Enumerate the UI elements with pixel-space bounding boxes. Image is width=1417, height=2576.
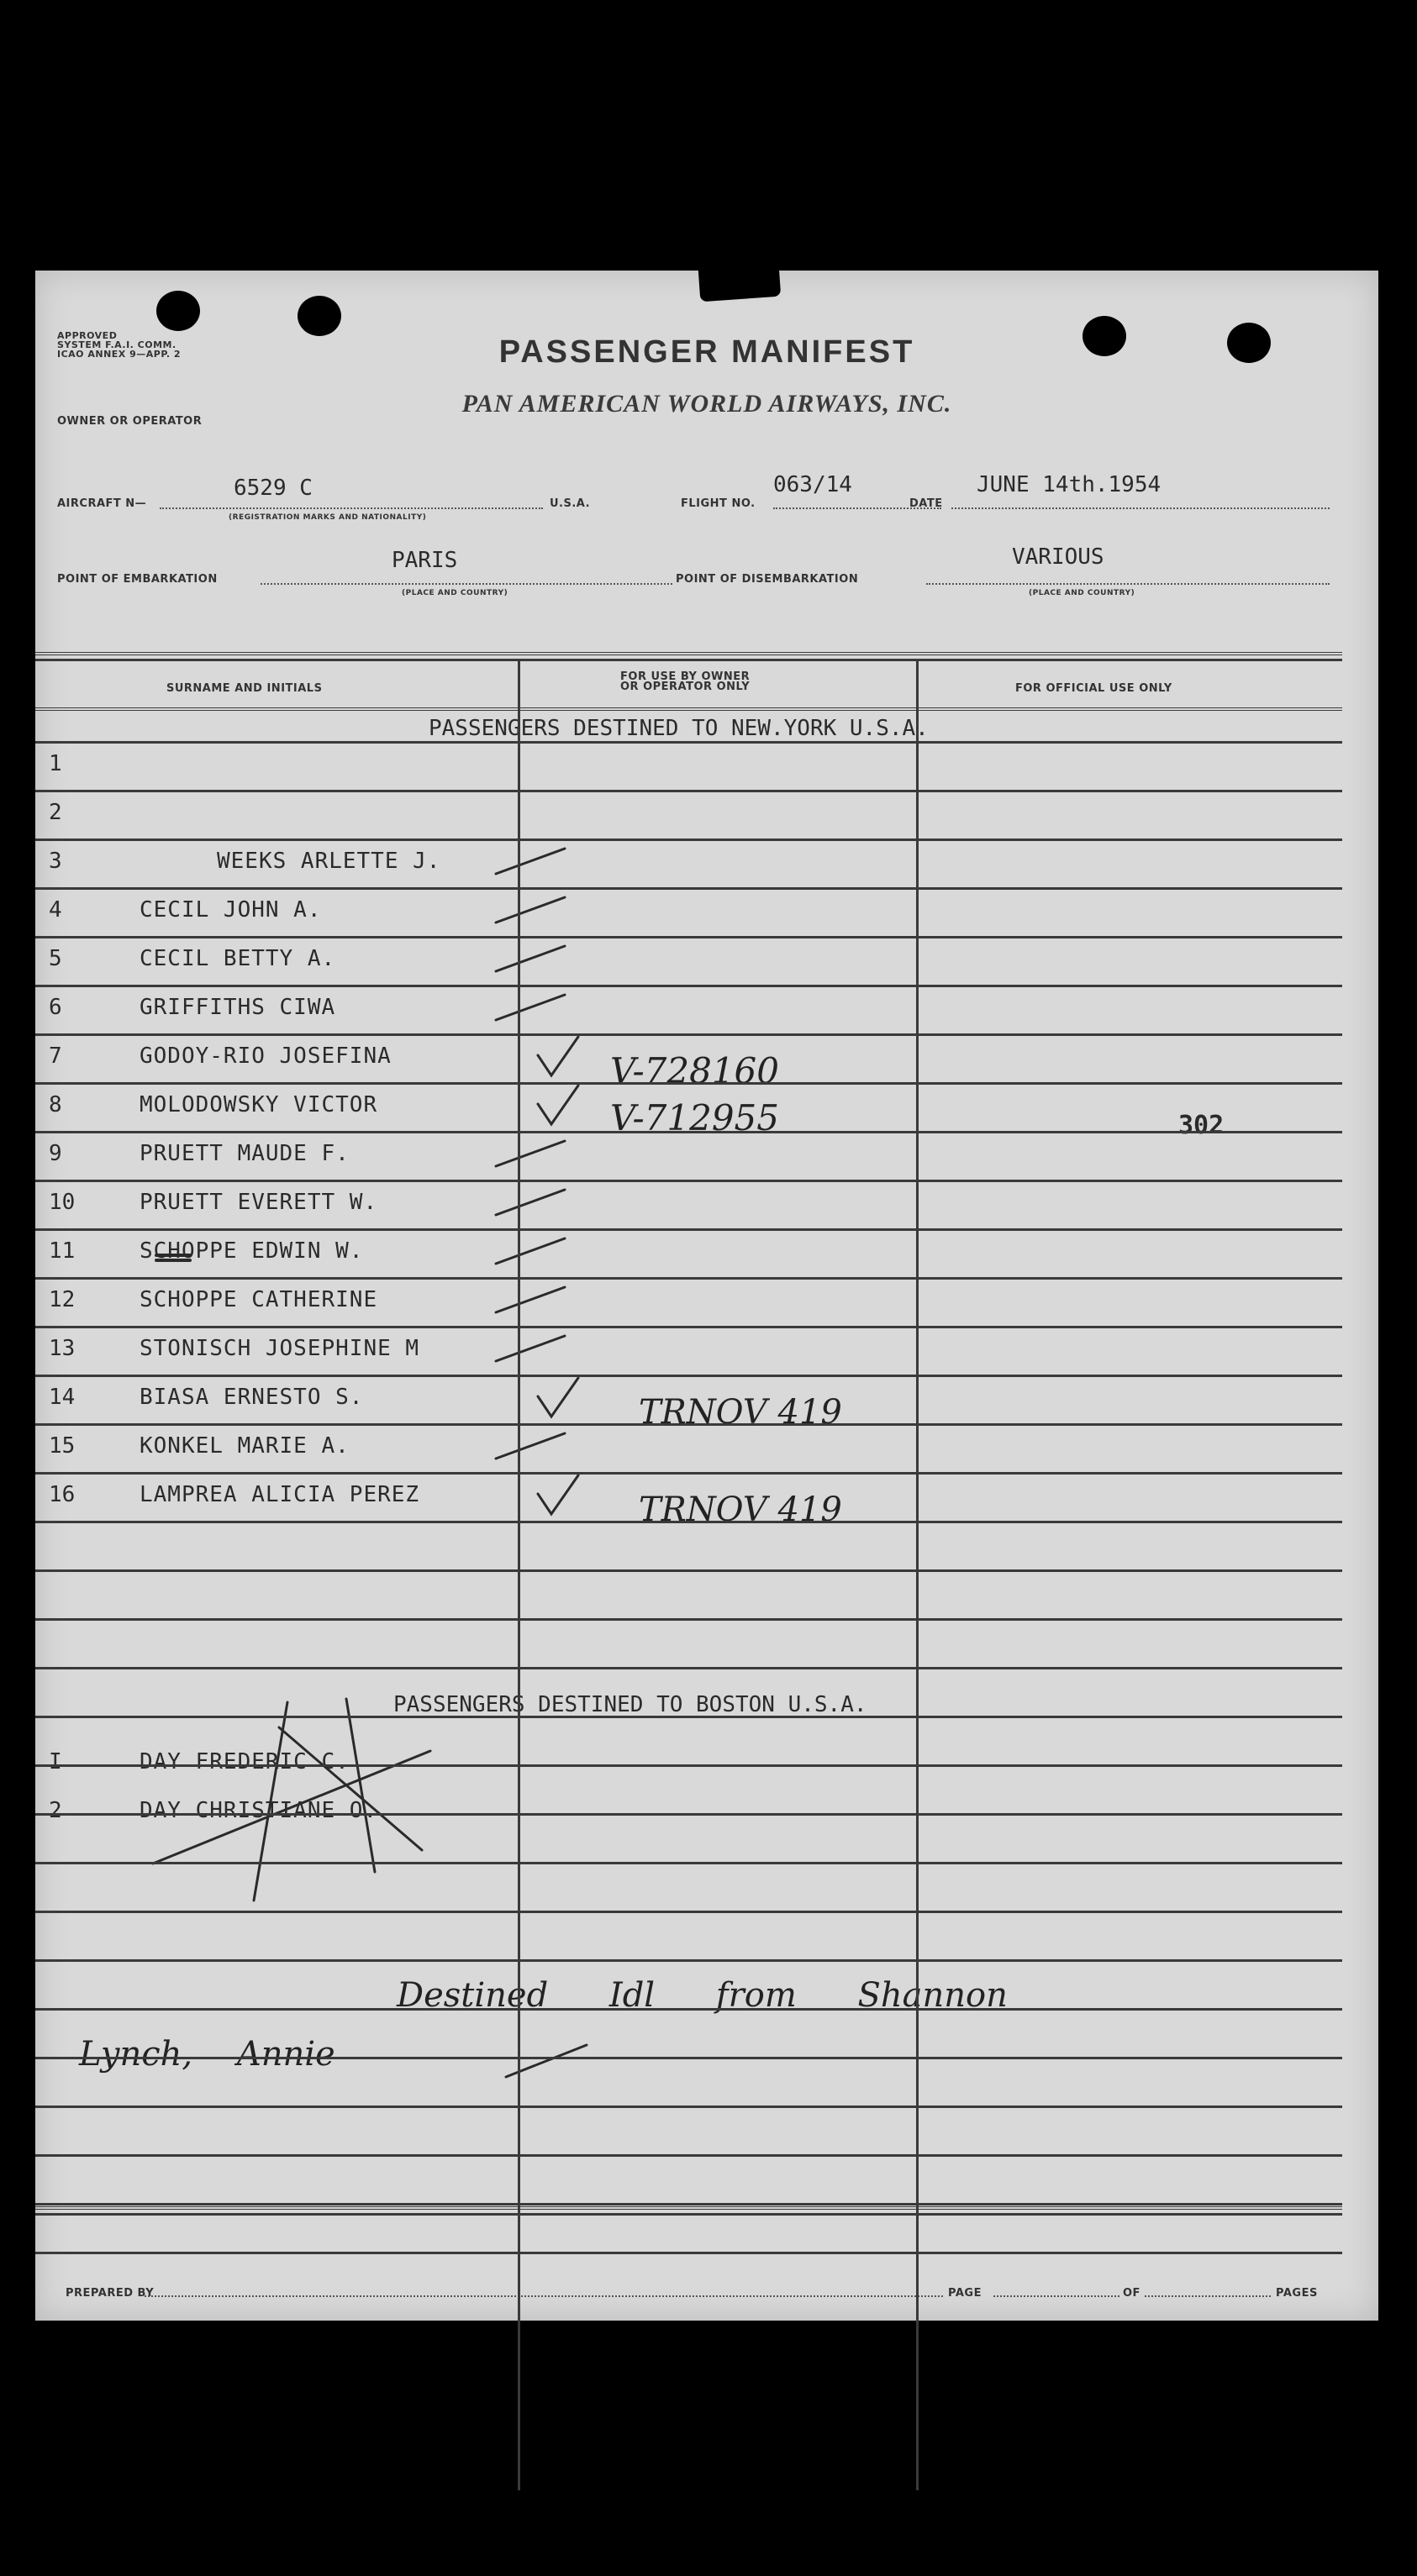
passenger-name: BIASA ERNESTO S. (140, 1385, 364, 1410)
table-rule (35, 2206, 1342, 2210)
tick-mark (496, 1287, 565, 1312)
flight-label: FLIGHT NO. (681, 497, 756, 510)
passenger-name: DAY CHRISTIANE O. (140, 1798, 378, 1823)
check-mark (538, 1086, 578, 1124)
boston-heading: PASSENGERS DESTINED TO BOSTON U.S.A. (393, 1692, 867, 1717)
table-rule (35, 2203, 1342, 2205)
tick-mark (496, 995, 565, 1020)
table-rule (35, 887, 1342, 890)
column-rule (916, 659, 919, 2490)
tick-mark (496, 946, 565, 971)
col-header-operator: FOR USE BY OWNER OR OPERATOR ONLY (620, 670, 751, 693)
table-rule (35, 707, 1342, 711)
table-rule (35, 1862, 1342, 1864)
table-rule (35, 985, 1342, 987)
row-number: 15 (49, 1433, 76, 1459)
owner-label: OWNER OR OPERATOR (57, 415, 203, 428)
disembark-value: VARIOUS (1012, 544, 1104, 570)
tick-mark (496, 1238, 565, 1264)
table-rule (35, 1667, 1342, 1669)
table-rule (35, 2154, 1342, 2157)
passenger-name: PRUETT MAUDE F. (140, 1141, 350, 1166)
table-rule (35, 1618, 1342, 1621)
passenger-name: PRUETT EVERETT W. (140, 1190, 378, 1215)
cross-out-mark (279, 1727, 422, 1850)
row-number: 4 (49, 897, 62, 923)
check-mark (538, 1378, 578, 1417)
table-rule (35, 1423, 1342, 1426)
passenger-name: MOLODOWSKY VICTOR (140, 1092, 378, 1117)
table-rule (35, 839, 1342, 841)
passenger-name: LAMPREA ALICIA PEREZ (140, 1482, 420, 1507)
footer-of-label: OF (1123, 2287, 1140, 2300)
manifest-title: PASSENGER MANIFEST (498, 334, 915, 370)
table-rule (35, 1716, 1342, 1718)
passenger-name: GODOY-RIO JOSEFINA (140, 1044, 392, 1069)
row-number: 3 (49, 849, 62, 874)
manifest-paper (35, 271, 1378, 2321)
table-rule (35, 1326, 1342, 1328)
date-label: DATE (909, 497, 943, 510)
passenger-name: WEEKS ARLETTE J. (217, 849, 441, 874)
note-row14: TRNOV 419 (639, 1393, 842, 1432)
passenger-name: GRIFFITHS CIWA (140, 995, 336, 1020)
table-rule (35, 936, 1342, 938)
table-rule (35, 1131, 1342, 1133)
passenger-name: CECIL BETTY A. (140, 946, 336, 971)
table-rule (35, 1033, 1342, 1036)
table-rule (35, 2252, 1342, 2254)
flight-value: 063/14 (773, 472, 852, 497)
footer-page-label: PAGE (948, 2287, 982, 2300)
disembark-caption: (PLACE AND COUNTRY) (1029, 589, 1135, 597)
table-rule (35, 2105, 1342, 2108)
table-rule (35, 1277, 1342, 1280)
row-number: 7 (49, 1044, 62, 1069)
footer-pages-label: PAGES (1276, 2287, 1318, 2300)
handwritten-destined: Destined Idl from Shannon (397, 1976, 1008, 2015)
ink-marks (35, 271, 1378, 2321)
table-rule (35, 1375, 1342, 1377)
table-rule (35, 2008, 1342, 2011)
passenger-name: STONISCH JOSEPHINE M (140, 1336, 420, 1361)
table-rule (35, 2057, 1342, 2059)
row-number: 16 (49, 1482, 76, 1507)
row-number: 8 (49, 1092, 62, 1117)
table-rule (35, 1228, 1342, 1231)
column-rule (518, 659, 520, 2490)
cross-out-mark (346, 1699, 375, 1872)
row-number: 11 (49, 1238, 76, 1264)
row-number: 13 (49, 1336, 76, 1361)
note-row16: TRNOV 419 (639, 1490, 842, 1529)
row-number: 12 (49, 1287, 76, 1312)
passenger-name: SCHOPPE CATHERINE (140, 1287, 378, 1312)
table-rule (35, 1082, 1342, 1085)
approval-block: APPROVED SYSTEM F.A.I. COMM. ICAO ANNEX 9—APP. 2 (57, 330, 182, 360)
registration-caption: (REGISTRATION MARKS AND NATIONALITY) (229, 513, 427, 522)
table-rule (35, 652, 1342, 655)
row-number: 2 (49, 1798, 62, 1823)
row-number: 1 (49, 751, 62, 776)
table-rule (35, 1521, 1342, 1523)
tick-mark (496, 1433, 565, 1459)
table-rule (35, 1813, 1342, 1816)
embark-caption: (PLACE AND COUNTRY) (402, 589, 508, 597)
tick-mark (496, 897, 565, 923)
ny-heading: PASSENGERS DESTINED TO NEW.YORK U.S.A. (429, 716, 929, 741)
cross-out-mark (153, 1751, 430, 1864)
tick-mark (496, 1336, 565, 1361)
handwritten-name: Lynch, Annie (79, 2035, 335, 2074)
disembark-label: POINT OF DISEMBARKATION (676, 573, 859, 586)
table-rule (35, 1569, 1342, 1572)
tick-mark (496, 1141, 565, 1166)
table-rule (35, 790, 1342, 792)
passenger-name: DAY FREDERIC C. (140, 1749, 350, 1774)
row-number: 10 (49, 1190, 76, 1215)
date-value: JUNE 14th.1954 (977, 472, 1162, 497)
check-mark (538, 1037, 578, 1075)
official-note-row8: 302 (1178, 1111, 1225, 1140)
row-number: 6 (49, 995, 62, 1020)
row-number: 9 (49, 1141, 62, 1166)
note-row7: V-728160 (610, 1050, 779, 1091)
owner-value: PAN AMERICAN WORLD AIRWAYS, INC. (461, 390, 952, 418)
aircraft-value: 6529 C (234, 476, 313, 501)
col-header-official: FOR OFFICIAL USE ONLY (1015, 682, 1172, 695)
scribble-mark (156, 1255, 190, 1260)
row-number: 5 (49, 946, 62, 971)
row-number: I (49, 1749, 62, 1774)
aircraft-label: AIRCRAFT N— (57, 497, 147, 510)
passenger-name: KONKEL MARIE A. (140, 1433, 350, 1459)
table-rule (35, 741, 1342, 744)
embark-label: POINT OF EMBARKATION (57, 573, 218, 586)
passenger-name: SCHOPPE EDWIN W. (140, 1238, 364, 1264)
table-rule (35, 1911, 1342, 1913)
table-rule (35, 1959, 1342, 1962)
tick-mark (496, 1190, 565, 1215)
footer-prepared-label: PREPARED BY (66, 2287, 155, 2300)
table-rule (35, 2213, 1342, 2216)
note-row8: V-712955 (610, 1097, 779, 1138)
embark-value: PARIS (392, 548, 458, 573)
table-rule (35, 1180, 1342, 1182)
row-number: 2 (49, 800, 62, 825)
table-rule (35, 1472, 1342, 1475)
tick-mark (496, 849, 565, 874)
col-header-surname: SURNAME AND INITIALS (166, 682, 323, 695)
check-mark (538, 1475, 578, 1514)
row-number: 14 (49, 1385, 76, 1410)
usa-label: U.S.A. (550, 497, 591, 510)
passenger-name: CECIL JOHN A. (140, 897, 322, 923)
table-rule (35, 659, 1342, 661)
table-rule (35, 1764, 1342, 1767)
